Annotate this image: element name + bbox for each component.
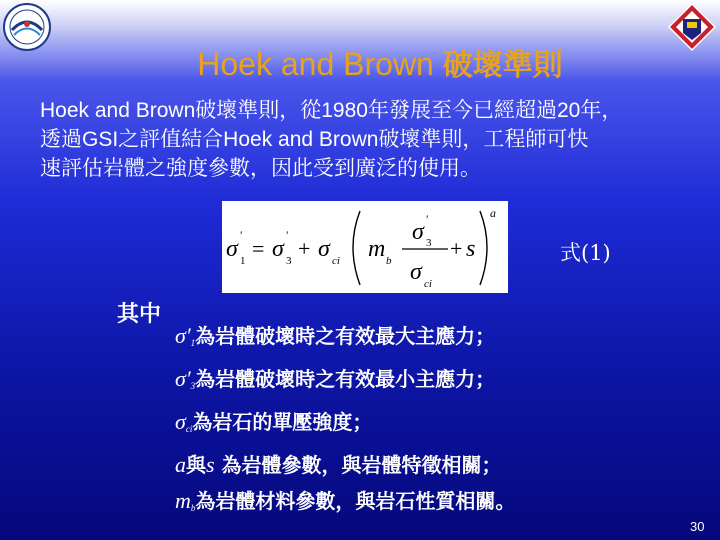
where-label: 其中 [117, 301, 162, 327]
def-symbol: m [175, 488, 191, 513]
def-symbol-2: s [206, 452, 215, 477]
def-sub: b [190, 503, 196, 513]
def-text: 為岩體材料參數，與岩石性質相關。 [195, 489, 516, 513]
slide-title [0, 40, 720, 84]
title-cjk: 破壞準則 [442, 48, 563, 83]
definition-a-s [175, 447, 695, 483]
def-text: 為岩石的單壓強度； [192, 410, 373, 434]
def-sub: 3 [190, 381, 196, 391]
page-number: 30 [690, 519, 705, 534]
def-sub: 1 [190, 338, 196, 348]
intro-line-2: 透過GSI之評值結合Hoek and Brown破壞準則，工程師可快 [40, 128, 589, 151]
eq-s: s [466, 236, 476, 262]
def-mid: 與 [186, 453, 206, 477]
definition-sigma1 [175, 318, 695, 361]
eq-sigma-ci: σ [318, 236, 330, 262]
def-text: 為岩體參數，與岩體特徵相關； [214, 453, 502, 477]
definition-sigma3 [175, 361, 695, 404]
def-sub: ci [185, 424, 193, 434]
intro-line-1: Hoek and Brown破壞準則，從1980年發展至今已經超過20年， [40, 99, 623, 122]
equation-label: 式(1) [560, 241, 611, 265]
eq-frac-den-sub: ci [424, 278, 432, 290]
hoek-brown-equation [222, 201, 508, 293]
title-latin: Hoek and Brown [197, 46, 434, 82]
eq-sub1: 1 [240, 255, 246, 267]
eq-exponent: a [490, 206, 496, 220]
definition-mb [175, 483, 695, 526]
def-symbol: a [175, 452, 186, 477]
def-symbol: σ′ [175, 366, 191, 391]
eq-prime1: ′ [240, 228, 243, 242]
definitions-list [175, 318, 695, 526]
eq-prime3: ′ [286, 228, 289, 242]
eq-frac-num-sigma: σ [412, 219, 424, 245]
def-symbol: σ [175, 409, 186, 434]
definition-sigma-ci [175, 404, 695, 447]
def-symbol: σ′ [175, 323, 191, 348]
eq-sigma3: σ [272, 236, 284, 262]
eq-sub-b: b [386, 255, 392, 267]
intro-line-3: 速評估岩體之強度參數，因此受到廣泛的使用。 [40, 157, 481, 180]
eq-sub-ci: ci [332, 255, 340, 267]
intro-paragraph [40, 96, 700, 183]
eq-plus-2: + [450, 236, 463, 261]
def-text: 為岩體破壞時之有效最大主應力； [195, 324, 496, 348]
eq-equals: = [252, 236, 265, 261]
eq-sigma1: σ [226, 236, 238, 262]
eq-frac-num-prime: ′ [426, 212, 429, 226]
eq-plus: + [298, 236, 311, 261]
eq-frac-num-sub: 3 [426, 237, 432, 249]
eq-sub3: 3 [286, 255, 292, 267]
eq-frac-den-sigma: σ [410, 259, 422, 285]
eq-m: m [368, 236, 386, 262]
def-text: 為岩體破壞時之有效最小主應力； [195, 367, 496, 391]
